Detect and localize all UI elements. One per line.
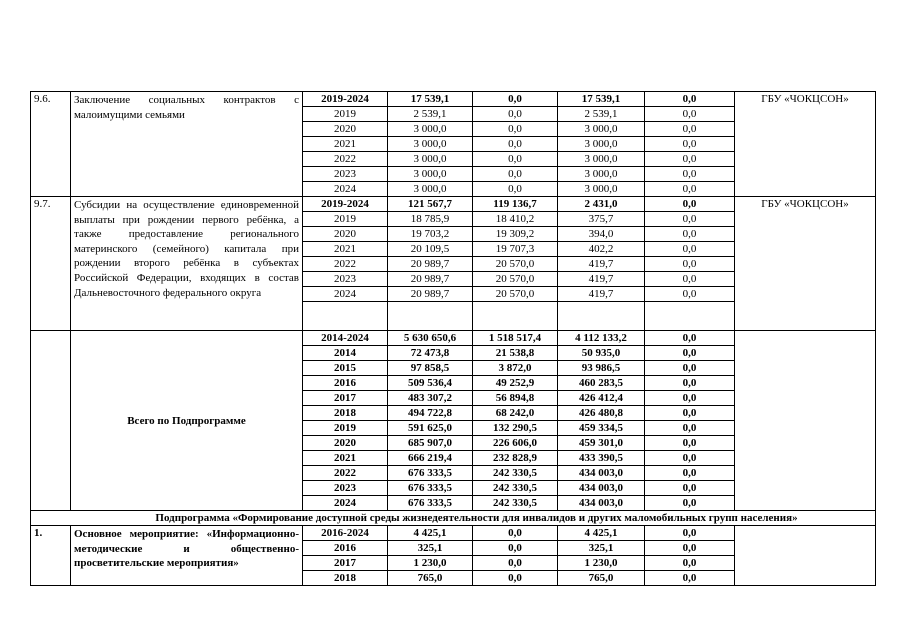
period-cell: 2016-2024 xyxy=(303,526,388,541)
summary-label: Всего по Подпрограмме xyxy=(71,331,303,511)
other-cell: 0,0 xyxy=(645,541,735,556)
regional-cell: 426 480,8 xyxy=(558,406,645,421)
other-cell: 0,0 xyxy=(645,107,735,122)
empty-cell xyxy=(473,302,558,331)
regional-cell: 434 003,0 xyxy=(558,481,645,496)
period-cell: 2023 xyxy=(303,167,388,182)
federal-cell: 1 518 517,4 xyxy=(473,331,558,346)
item-number: 9.6. xyxy=(31,92,71,197)
federal-cell: 232 828,9 xyxy=(473,451,558,466)
total-cell: 3 000,0 xyxy=(388,152,473,167)
other-cell: 0,0 xyxy=(645,287,735,302)
period-cell: 2015 xyxy=(303,361,388,376)
federal-cell: 20 570,0 xyxy=(473,287,558,302)
total-cell: 325,1 xyxy=(388,541,473,556)
regional-cell: 4 425,1 xyxy=(558,526,645,541)
period-cell: 2020 xyxy=(303,122,388,137)
item-description: Основное мероприятие: «Информационно-методические и общественно-просветительские мероприятия» xyxy=(71,526,303,586)
total-cell: 20 109,5 xyxy=(388,242,473,257)
federal-cell: 20 570,0 xyxy=(473,272,558,287)
other-cell: 0,0 xyxy=(645,481,735,496)
regional-cell: 394,0 xyxy=(558,227,645,242)
empty-cell xyxy=(558,302,645,331)
other-cell: 0,0 xyxy=(645,331,735,346)
other-cell: 0,0 xyxy=(645,361,735,376)
federal-cell: 0,0 xyxy=(473,556,558,571)
period-cell: 2019 xyxy=(303,107,388,122)
item-description: Субсидии на осуществление единовременной выплаты при рождении первого ребёнка, а также предоставление регионального материнского (семейного) капитала при рождении второго ребёнка в субъектах Российской Федерации, входящих в состав Дальневосточного федерального округа xyxy=(71,197,303,331)
federal-cell: 0,0 xyxy=(473,122,558,137)
period-cell: 2014-2024 xyxy=(303,331,388,346)
item-number: 1. xyxy=(31,526,71,586)
federal-cell: 0,0 xyxy=(473,541,558,556)
federal-cell: 0,0 xyxy=(473,137,558,152)
total-cell: 591 625,0 xyxy=(388,421,473,436)
item-description: Заключение социальных контрактов с малоимущими семьями xyxy=(71,92,303,197)
total-cell: 17 539,1 xyxy=(388,92,473,107)
total-cell: 685 907,0 xyxy=(388,436,473,451)
period-cell: 2018 xyxy=(303,571,388,586)
federal-cell: 56 894,8 xyxy=(473,391,558,406)
federal-cell: 21 538,8 xyxy=(473,346,558,361)
subprogram-title: Подпрограмма «Формирование доступной среды жизнедеятельности для инвалидов и других маломобильных групп населения» xyxy=(31,511,876,526)
regional-cell: 433 390,5 xyxy=(558,451,645,466)
period-cell: 2023 xyxy=(303,481,388,496)
other-cell: 0,0 xyxy=(645,242,735,257)
regional-cell: 765,0 xyxy=(558,571,645,586)
regional-cell: 1 230,0 xyxy=(558,556,645,571)
table-row xyxy=(31,526,876,541)
federal-cell: 19 707,3 xyxy=(473,242,558,257)
total-cell: 3 000,0 xyxy=(388,122,473,137)
total-cell: 20 989,7 xyxy=(388,272,473,287)
other-cell: 0,0 xyxy=(645,122,735,137)
other-cell: 0,0 xyxy=(645,257,735,272)
regional-cell: 419,7 xyxy=(558,257,645,272)
period-cell: 2020 xyxy=(303,436,388,451)
other-cell: 0,0 xyxy=(645,212,735,227)
other-cell: 0,0 xyxy=(645,227,735,242)
total-cell: 676 333,5 xyxy=(388,466,473,481)
empty-cell xyxy=(388,302,473,331)
regional-cell: 3 000,0 xyxy=(558,152,645,167)
federal-cell: 19 309,2 xyxy=(473,227,558,242)
federal-cell: 0,0 xyxy=(473,571,558,586)
period-cell: 2016 xyxy=(303,376,388,391)
regional-cell: 419,7 xyxy=(558,287,645,302)
total-cell: 20 989,7 xyxy=(388,287,473,302)
total-cell: 72 473,8 xyxy=(388,346,473,361)
total-cell: 2 539,1 xyxy=(388,107,473,122)
total-cell: 676 333,5 xyxy=(388,496,473,511)
regional-cell: 426 412,4 xyxy=(558,391,645,406)
period-cell: 2024 xyxy=(303,496,388,511)
federal-cell: 0,0 xyxy=(473,152,558,167)
regional-cell: 2 539,1 xyxy=(558,107,645,122)
period-cell: 2019-2024 xyxy=(303,197,388,212)
total-cell: 3 000,0 xyxy=(388,167,473,182)
federal-cell: 0,0 xyxy=(473,167,558,182)
total-cell: 3 000,0 xyxy=(388,182,473,197)
regional-cell: 2 431,0 xyxy=(558,197,645,212)
federal-cell: 3 872,0 xyxy=(473,361,558,376)
total-cell: 97 858,5 xyxy=(388,361,473,376)
period-cell: 2018 xyxy=(303,406,388,421)
period-cell: 2021 xyxy=(303,137,388,152)
other-cell: 0,0 xyxy=(645,272,735,287)
other-cell: 0,0 xyxy=(645,496,735,511)
total-cell: 1 230,0 xyxy=(388,556,473,571)
other-cell: 0,0 xyxy=(645,406,735,421)
total-cell: 666 219,4 xyxy=(388,451,473,466)
federal-cell: 242 330,5 xyxy=(473,481,558,496)
empty-number-cell xyxy=(31,331,71,511)
federal-cell: 68 242,0 xyxy=(473,406,558,421)
period-cell: 2022 xyxy=(303,257,388,272)
other-cell: 0,0 xyxy=(645,466,735,481)
period-cell: 2017 xyxy=(303,391,388,406)
total-cell: 4 425,1 xyxy=(388,526,473,541)
period-cell: 2019 xyxy=(303,212,388,227)
regional-cell: 17 539,1 xyxy=(558,92,645,107)
period-cell: 2016 xyxy=(303,541,388,556)
period-cell: 2019-2024 xyxy=(303,92,388,107)
regional-cell: 434 003,0 xyxy=(558,466,645,481)
other-cell: 0,0 xyxy=(645,346,735,361)
period-cell: 2019 xyxy=(303,421,388,436)
period-cell: 2024 xyxy=(303,182,388,197)
federal-cell: 226 606,0 xyxy=(473,436,558,451)
regional-cell: 434 003,0 xyxy=(558,496,645,511)
regional-cell: 402,2 xyxy=(558,242,645,257)
total-cell: 676 333,5 xyxy=(388,481,473,496)
regional-cell: 50 935,0 xyxy=(558,346,645,361)
regional-cell: 3 000,0 xyxy=(558,182,645,197)
regional-cell: 3 000,0 xyxy=(558,122,645,137)
table-row xyxy=(31,331,876,346)
total-cell: 121 567,7 xyxy=(388,197,473,212)
other-cell: 0,0 xyxy=(645,556,735,571)
period-cell: 2017 xyxy=(303,556,388,571)
federal-cell: 242 330,5 xyxy=(473,466,558,481)
regional-cell: 375,7 xyxy=(558,212,645,227)
total-cell: 509 536,4 xyxy=(388,376,473,391)
regional-cell: 4 112 133,2 xyxy=(558,331,645,346)
federal-cell: 119 136,7 xyxy=(473,197,558,212)
period-cell: 2020 xyxy=(303,227,388,242)
empty-executor-cell xyxy=(735,526,876,586)
total-cell: 494 722,8 xyxy=(388,406,473,421)
other-cell: 0,0 xyxy=(645,167,735,182)
budget-table xyxy=(30,91,876,586)
other-cell: 0,0 xyxy=(645,436,735,451)
table-row xyxy=(31,511,876,526)
total-cell: 19 703,2 xyxy=(388,227,473,242)
other-cell: 0,0 xyxy=(645,421,735,436)
table-row xyxy=(31,197,876,212)
other-cell: 0,0 xyxy=(645,152,735,167)
period-cell: 2021 xyxy=(303,451,388,466)
period-cell: 2023 xyxy=(303,272,388,287)
regional-cell: 325,1 xyxy=(558,541,645,556)
other-cell: 0,0 xyxy=(645,571,735,586)
federal-cell: 132 290,5 xyxy=(473,421,558,436)
budget-table-page xyxy=(30,91,875,586)
period-cell: 2024 xyxy=(303,287,388,302)
regional-cell: 3 000,0 xyxy=(558,167,645,182)
regional-cell: 3 000,0 xyxy=(558,137,645,152)
item-number: 9.7. xyxy=(31,197,71,331)
executor-cell: ГБУ «ЧОКЦСОН» xyxy=(735,197,876,331)
other-cell: 0,0 xyxy=(645,391,735,406)
total-cell: 20 989,7 xyxy=(388,257,473,272)
federal-cell: 49 252,9 xyxy=(473,376,558,391)
other-cell: 0,0 xyxy=(645,182,735,197)
other-cell: 0,0 xyxy=(645,376,735,391)
total-cell: 483 307,2 xyxy=(388,391,473,406)
federal-cell: 0,0 xyxy=(473,107,558,122)
federal-cell: 18 410,2 xyxy=(473,212,558,227)
other-cell: 0,0 xyxy=(645,451,735,466)
period-cell: 2021 xyxy=(303,242,388,257)
executor-cell: ГБУ «ЧОКЦСОН» xyxy=(735,92,876,197)
empty-cell xyxy=(303,302,388,331)
total-cell: 18 785,9 xyxy=(388,212,473,227)
period-cell: 2014 xyxy=(303,346,388,361)
federal-cell: 0,0 xyxy=(473,182,558,197)
period-cell: 2022 xyxy=(303,466,388,481)
total-cell: 5 630 650,6 xyxy=(388,331,473,346)
table-row xyxy=(31,92,876,107)
empty-executor-cell xyxy=(735,331,876,511)
total-cell: 3 000,0 xyxy=(388,137,473,152)
federal-cell: 242 330,5 xyxy=(473,496,558,511)
federal-cell: 0,0 xyxy=(473,92,558,107)
federal-cell: 20 570,0 xyxy=(473,257,558,272)
other-cell: 0,0 xyxy=(645,92,735,107)
other-cell: 0,0 xyxy=(645,526,735,541)
regional-cell: 459 334,5 xyxy=(558,421,645,436)
federal-cell: 0,0 xyxy=(473,526,558,541)
period-cell: 2022 xyxy=(303,152,388,167)
regional-cell: 459 301,0 xyxy=(558,436,645,451)
regional-cell: 419,7 xyxy=(558,272,645,287)
empty-cell xyxy=(645,302,735,331)
regional-cell: 460 283,5 xyxy=(558,376,645,391)
total-cell: 765,0 xyxy=(388,571,473,586)
other-cell: 0,0 xyxy=(645,137,735,152)
regional-cell: 93 986,5 xyxy=(558,361,645,376)
other-cell: 0,0 xyxy=(645,197,735,212)
